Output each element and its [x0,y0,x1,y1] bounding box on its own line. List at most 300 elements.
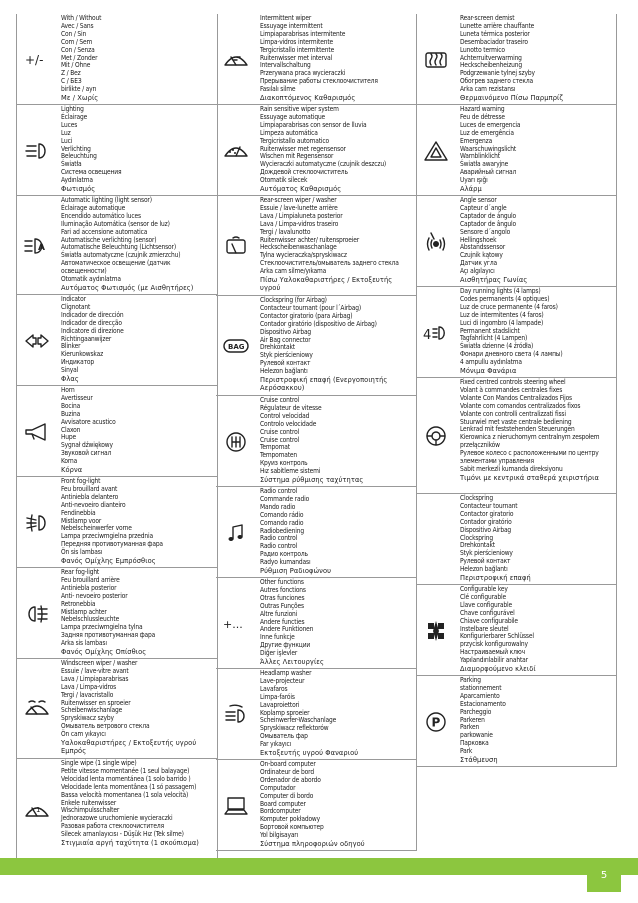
symbol-labels [260,297,414,392]
translation-line: Hellingshoek [460,235,497,244]
symbol-entry [416,14,616,105]
table-column [416,14,617,767]
translation-line: Lava / Limpialuneta posterior [260,211,343,220]
greek-translation: Αισθητήρας Γωνίας [460,275,528,285]
translation-line: Fendinebbia [61,508,96,517]
translation-line: Computer di bordo [260,791,314,800]
symbol-labels [61,660,215,755]
translation-line: Luces [61,120,78,129]
translation-line: Tergi / lavacristallo [61,690,114,699]
greek-translation: Σύστημα ρύθμισης ταχύτητας [260,475,364,485]
translation-line: Radio control [260,487,298,495]
greek-translation: Ρύθμιση Ραδιοφώνου [260,566,332,576]
symbol-labels [260,397,414,484]
symbol-entry [216,669,416,760]
translation-line: Limpiaparabrisas intermitente [260,29,346,38]
translation-line: Chave configurável [460,608,515,617]
translation-line: Captador de ângulo [460,219,517,228]
translation-line: Дождевой стеклоочиститель [260,168,348,177]
translation-line: Nebelschlussleuchte [61,615,120,624]
translation-line: Controlo velocidade [260,419,317,428]
cruise-control-icon [216,396,256,487]
translation-line: Прерывание работы стеклоочистителя [260,77,378,86]
greek-translation: Φλας [61,374,79,384]
translation-line: Autres fonctions [260,585,306,594]
symbol-entry [416,378,616,494]
translation-line: Hupe [61,433,77,442]
greek-translation: Φωτισμός [61,184,96,194]
translation-line: Бортовой компьютер [260,823,324,832]
translation-line: Far yıkayıcı [260,740,292,749]
translation-line: Spryskiwacz szyby [61,714,114,723]
translation-line: Wischimpulsschalter [61,806,120,815]
parking-icon [416,676,456,767]
rain-sensor-wiper-icon [216,105,256,196]
translation-line: Czujnik kątowy [460,251,503,260]
greek-translation: Περιστροφική επαφή (Ενεργοποιητής Αερόσακκου) [260,375,388,392]
translation-line: Avec / Sans [61,21,94,30]
translation-line: Volante Con Mandos Centralizados Fijos [460,393,572,402]
translation-line: Clignotant [61,302,91,311]
translation-line: Clé configurable [460,592,506,601]
translation-line: Lampa przeciwmgielna tylna [61,623,143,632]
translation-line: Claxon [61,425,81,434]
symbol-labels [61,15,215,102]
translation-line: Z / Bez [61,69,81,78]
translation-line: Diğer işlevler [260,649,298,658]
symbol-entry [216,196,416,296]
translation-line: Автоматическое освещение (датчик [61,259,171,268]
symbol-entry [416,287,616,378]
translation-line: Ordinateur de bord [260,767,314,776]
greek-translation: Περιστροφική επαφή [460,573,531,583]
translation-line: Heckscheibenheizung [460,61,523,70]
translation-line: Tagfahrlicht (4 Lampen) [460,334,528,343]
translation-line: stationnement [460,683,502,692]
translation-line: Abstandssensor [460,243,506,252]
table-column [216,14,417,851]
translation-line: Омыватель фар [260,732,308,741]
translation-line: Verlichting [61,144,91,153]
translation-line: Other functions [260,578,304,586]
translation-line: Arka sis lambası [61,639,107,648]
translation-line: Contactor giratorio [460,509,514,518]
hazard-warning-icon [416,105,456,196]
greek-translation: Διακοπτόμενος Καθαρισμός [260,93,356,103]
translation-line: Limpa-faróis [260,692,295,701]
translation-line: Podgrzewanie tylnej szyby [460,69,535,78]
greek-translation: Πίσω Υαλοκαθαριστήρες / Εκτοξευτής υγρού [260,275,393,292]
symbol-entry [17,759,217,859]
translation-line: Codes permanents (4 optiques) [460,294,550,303]
translation-line: Andere Funktionen [260,625,314,634]
symbol-entry [216,760,416,851]
translation-line: Parkeren [460,715,485,724]
translation-line: Indicador de dirección [61,310,124,319]
translation-line: Аварийный сигнал [460,168,517,177]
translation-line: Круиз контроль [260,459,308,468]
translation-line: Обогрев заднего стекла [460,77,533,86]
translation-line: Radiobediening [260,526,304,535]
translation-line: parkowanie [460,731,493,740]
svg-text:4: 4 [423,327,432,343]
translation-line: элементами управления [460,457,534,466]
translation-line: Con / Sin [61,29,87,38]
translation-line: Silecek arnanlayıcısı - Düşük Hız (Tek silme) [61,830,184,839]
symbol-labels [460,106,614,193]
translation-line: Éclairage automatique [61,203,126,212]
translation-line: Velocidade lenta momentânea (1 só passagem) [61,782,197,791]
translation-line: Tergi / lavalunotto [260,227,311,236]
translation-line: Mistlamp voor [61,516,102,525]
translation-line: Датчик угла [460,259,497,268]
translation-line: Automatische verlichting (sensor) [61,235,157,244]
translation-line: Przerywana praca wycieraczki [260,69,346,78]
headlight-icon [17,105,57,196]
translation-line: Day running lights (4 lamps) [460,287,541,295]
translation-line: Rear-screen wiper / washer [260,196,337,204]
translation-line: On-board computer [260,760,316,768]
translation-line: przycisk konfigurowalny [460,640,528,649]
translation-line: Essuie / lave-lunette arrière [260,203,338,212]
translation-line: Sabit merkezli kumanda direksiyonu [460,464,563,473]
translation-line: Contacteur tournant [460,501,518,510]
translation-line: Bassa velocità momentanea (1 sola velocità) [61,790,189,799]
symbol-labels [61,760,215,847]
translation-line: Tylna wycieraczka/spryskiwacz [260,251,347,260]
translation-line: Jednorazowe uruchomienie wycieraczki [61,814,173,823]
symbol-table [16,14,616,852]
greek-translation: Αυτόματος Φωτισμός (με Αισθητήρες) [61,282,194,292]
translation-line: Uyarı ışığı [460,176,488,185]
greek-translation: Κόρνα [61,465,83,475]
translation-line: Komputer pokładowy [260,815,320,824]
symbol-labels [460,586,614,673]
translation-line: Światła automatyczne (czujnik zmierzchu) [61,251,181,260]
translation-line: Фонари дневного света (4 лампы) [460,350,563,359]
translation-line: Automatic lighting (light sensor) [61,196,152,204]
front-fog-light-icon [17,477,57,568]
translation-line: Wischen mit Regensensor [260,152,334,161]
translation-line: Konfigurierbarer Schlüssel [460,632,534,641]
translation-line: Koplamp sproeier [260,708,310,717]
translation-line: Board computer [260,799,306,808]
translation-line: Feu brouillard arrière [61,575,120,584]
translation-line: Ruitenwisser achter/ ruitensproeier [260,235,360,244]
translation-line: Otomatik aydınlatma [61,275,121,284]
translation-line: Automatische Beleuchtung (Lichtsensor) [61,243,176,252]
translation-line: Парковка [460,739,489,748]
translation-line: Volant à commandes centrales fixes [460,385,563,394]
translation-line: Hazard warning [460,105,505,113]
translation-line: Cruise control [260,396,300,404]
symbol-labels [460,495,614,582]
greek-translation: Στάθμευση [460,755,498,765]
translation-line: Омыватель ветрового стекла [61,722,150,731]
svg-text:+/-: +/- [25,52,44,67]
translation-line: Iluminação Automática (sensor de luz) [61,219,170,228]
translation-line: Tempomat [260,443,290,452]
translation-line: Contacteur tournant (pour l´Airbag) [260,303,361,312]
translation-line: Éclairage [61,112,88,121]
rear-wiper-icon [216,196,256,296]
translation-line: Fasılalı silme [260,85,296,94]
table-column [16,14,218,859]
translation-line: Другие функции [260,641,311,650]
symbol-labels [260,15,414,102]
greek-translation: Άλλες Λειτουργίες [260,657,324,667]
translation-line: Lava / Limpiaparabrisas [61,674,129,683]
translation-line: Contador giratório [460,517,512,526]
translation-line: Tergicristallo intermittente [260,45,335,54]
translation-line: Retronebbia [61,599,96,608]
translation-line: Outras Funções [260,601,304,610]
symbol-labels [460,379,614,482]
greek-translation: Υαλοκαθαριστήρες / Εκτοξευτής υγρού Εμπρός [61,738,197,755]
translation-line: Kierownica z nieruchomym centralnym zespołem [460,433,600,442]
translation-line: Стеклоочиститель/омыватель заднего стекла [260,259,399,268]
translation-line: Lavafaros [260,684,288,693]
symbol-entry [216,396,416,487]
translation-line: Scheinwerfer-Waschanlage [260,716,337,725]
translation-line: Clockspring (for Airbag) [260,296,327,304]
translation-line: Yol bilgisayarı [260,831,299,840]
translation-line: Waarschuwingslicht [460,144,517,153]
translation-line: Lunotto termico [460,45,505,54]
translation-line: Headlamp washer [260,669,312,677]
symbol-labels [260,761,414,848]
symbol-labels [260,670,414,757]
translation-line: Avvisatore acustico [61,417,116,426]
translation-line: Spryskiwacz reflektorów [260,724,329,733]
translation-line: Permanent stadslicht [460,326,520,335]
intermittent-wiper-icon [216,14,256,105]
translation-line: Bocina [61,401,81,410]
translation-line: Sensore d´angolo [460,227,511,236]
translation-line: Beleuchtung [61,152,97,161]
translation-line: Cruise control [260,435,300,444]
translation-line: Hız sabitleme sistemi [260,467,321,476]
configurable-key-icon [416,585,456,676]
translation-line: Lampa przeciwmgielna przednia [61,532,153,541]
translation-line: Sygnał dźwiękowy [61,441,113,450]
translation-line: Kierunkowskaz [61,350,104,359]
other-functions-icon [216,578,256,669]
translation-line: birlikte / ayrı [61,85,97,94]
symbol-entry [17,295,217,386]
translation-line: Tempomaten [260,451,297,460]
page-number: 5 [587,858,621,892]
symbol-labels [260,488,414,575]
symbol-entry [216,578,416,669]
translation-line: Warnblinklicht [460,152,500,161]
angle-sensor-icon [416,196,456,287]
greek-translation: Στιγμιαία αργή ταχύτητα (1 σκούπισμα) [61,838,200,848]
translation-line: Antiniebla delantero [61,492,119,501]
symbol-labels [460,15,614,102]
translation-line: Essuyage automatique [260,112,326,121]
translation-line: Met / Zonder [61,53,98,62]
translation-line: Mistlamp achter [61,607,107,616]
translation-line: Con / Senza [61,45,95,54]
translation-line: Звуковой сигнал [61,449,112,458]
translation-line: Antiniebla posterior [61,583,117,592]
translation-line: Mando radio [260,502,296,511]
greek-translation: Με / Χωρίς [61,93,99,103]
svg-text:P: P [431,715,441,729]
headlamp-washer-icon [216,669,256,760]
symbol-labels [61,197,215,292]
auto-headlight-icon [17,196,57,295]
translation-line: Comando radio [260,518,304,527]
translation-line: Heckscheibenwaschanlage [260,243,337,252]
svg-text:1: 1 [36,806,41,814]
symbol-entry [17,477,217,568]
translation-line: Radio control [260,534,298,543]
rear-screen-demist-icon [416,14,456,105]
translation-line: Buzina [61,409,81,418]
translation-line: Indicatore di direzione [61,326,124,335]
translation-line: Luci [61,136,73,145]
translation-line: Clockspring [460,533,493,542]
translation-line: Inne funkcje [260,633,295,642]
translation-line: Clockspring [460,494,493,502]
translation-line: Nebelscheinwerfer vorne [61,524,132,533]
translation-line: Essuyage intermittent [260,21,323,30]
greek-translation: Μόνιμα Φανάρια [460,366,517,376]
translation-line: Lava / Limpa-vidros traseiro [260,219,339,228]
translation-line: Air Bag connector [260,335,311,344]
translation-line: Drehkontakt [460,541,495,550]
translation-line: Drehkontakt [260,343,295,352]
translation-line: Luces de emergencia [460,120,521,129]
indicator-arrows-icon [17,295,57,386]
symbol-labels [260,106,414,193]
translation-line: Arka cam rezistansı [460,85,516,94]
symbol-labels [61,387,215,474]
translation-line: Scheibenwischanlage [61,706,123,715]
symbol-labels [61,106,215,193]
translation-line: Lave-projecteur [260,676,305,685]
single-wipe-icon [17,759,57,859]
translation-line: C / БЕЗ [61,77,82,86]
translation-line: Feu brouillard avant [61,484,118,493]
translation-line: Altre funzioni [260,609,298,618]
translation-line: Instelbare sleutel [460,624,509,633]
translation-line: Comando rádio [260,510,304,519]
greek-translation: Αυτόματος Καθαρισμός [260,184,342,194]
symbol-labels [260,579,414,666]
translation-line: Рулевой контакт [260,359,311,368]
translation-line: Essuie / lave-vitre avant [61,666,129,675]
translation-line: Настраиваемый ключ [460,648,525,657]
symbol-labels [260,197,414,292]
translation-line: Parcheggio [460,707,492,716]
translation-line: Avertisseur [61,393,93,402]
symbol-entry [216,296,416,396]
translation-line: Luci di ingombro (4 lampade) [460,318,544,327]
translation-line: Blinker [61,342,81,351]
translation-line: Angle sensor [460,196,497,204]
translation-line: Luneta térmica posterior [460,29,530,38]
translation-line: Styk pierścieniowy [460,549,513,558]
translation-line: With / Without [61,14,102,22]
translation-line: Tergicristallo automatico [260,136,329,145]
translation-line: Açı algılayıcı [460,267,495,276]
translation-line: Richtingaanwijzer [61,334,112,343]
symbol-entry [416,585,616,676]
translation-line: Régulateur de vitesse [260,403,322,412]
translation-line: Horn [61,386,75,394]
translation-line: Capteur d´angle [460,203,507,212]
translation-line: Front fog-light [61,477,101,485]
translation-line: Ruitenwisser met interval [260,53,333,62]
translation-line: Radio control [260,542,298,551]
translation-line: Styk pierścieniowy [260,351,313,360]
translation-line: Indicador de direcção [61,318,122,327]
translation-line: Lavaproiettori [260,700,300,709]
translation-line: Encendido automático luces [61,211,141,220]
symbol-labels [460,197,614,284]
greek-translation: Αλάρμ [460,184,482,194]
translation-line: Lava / Limpa-vidros [61,682,117,691]
symbol-entry [416,196,616,287]
translation-line: Yapılandırılabilir anahtar [460,656,528,665]
translation-line: Система освещения [61,168,122,177]
translation-line: Разовая работа стеклоочистителя [61,822,164,831]
greek-translation: Σύστημα πληροφοριών οδηγού [260,839,365,849]
on-board-computer-icon [216,760,256,851]
translation-line: Parken [460,723,480,732]
translation-line: Задняя противотуманная фара [61,631,156,640]
translation-line: Радио контроль [260,550,308,559]
translation-line: Ordenador de abordo [260,775,321,784]
svg-text:A: A [38,242,45,253]
translation-line: Limpa-vidros intermitente [260,37,334,46]
translation-line: Lunette arrière chauffante [460,21,535,30]
footer-bar [0,858,638,875]
translation-line: 4 ampullu aydınlatma [460,358,522,367]
translation-line: Otomatik silecek [260,176,308,185]
symbol-labels [61,478,215,565]
translation-line: Rain sensitive wiper system [260,105,339,113]
translation-line: Arka cam silme/yıkama [260,267,327,276]
translation-line: Park [460,747,473,756]
translation-line: Światła awaryjne [460,160,509,169]
symbol-entry [216,105,416,196]
greek-translation: Φανός Ομίχλης Οπίσθιος [61,647,147,657]
translation-line: Luz de emergência [460,128,514,137]
translation-line: Control velocidad [260,411,310,420]
translation-line: Rear-screen demist [460,14,515,22]
symbol-labels [61,296,215,383]
svg-text:+...: +... [223,617,243,631]
translation-line: Rear fog-light [61,568,100,576]
translation-line: Fari ad accensione automatica [61,227,148,236]
translation-line: Cruise control [260,427,300,436]
translation-line: Индикатор [61,358,94,367]
translation-line: Korna [61,457,78,466]
symbol-entry [17,14,217,105]
translation-line: Radyo kumandası [260,558,311,567]
translation-line: Enkele ruitenwisser [61,798,117,807]
plus-minus-icon [17,14,57,105]
translation-line: Llave configurable [460,600,512,609]
greek-translation: Φανός Ομίχλης Εμπρόσθιος [61,556,156,566]
translation-line: Achterruitverwarming [460,53,522,62]
translation-line: Anti- nevoeiro posterior [61,591,128,600]
rear-fog-light-icon [17,568,57,659]
